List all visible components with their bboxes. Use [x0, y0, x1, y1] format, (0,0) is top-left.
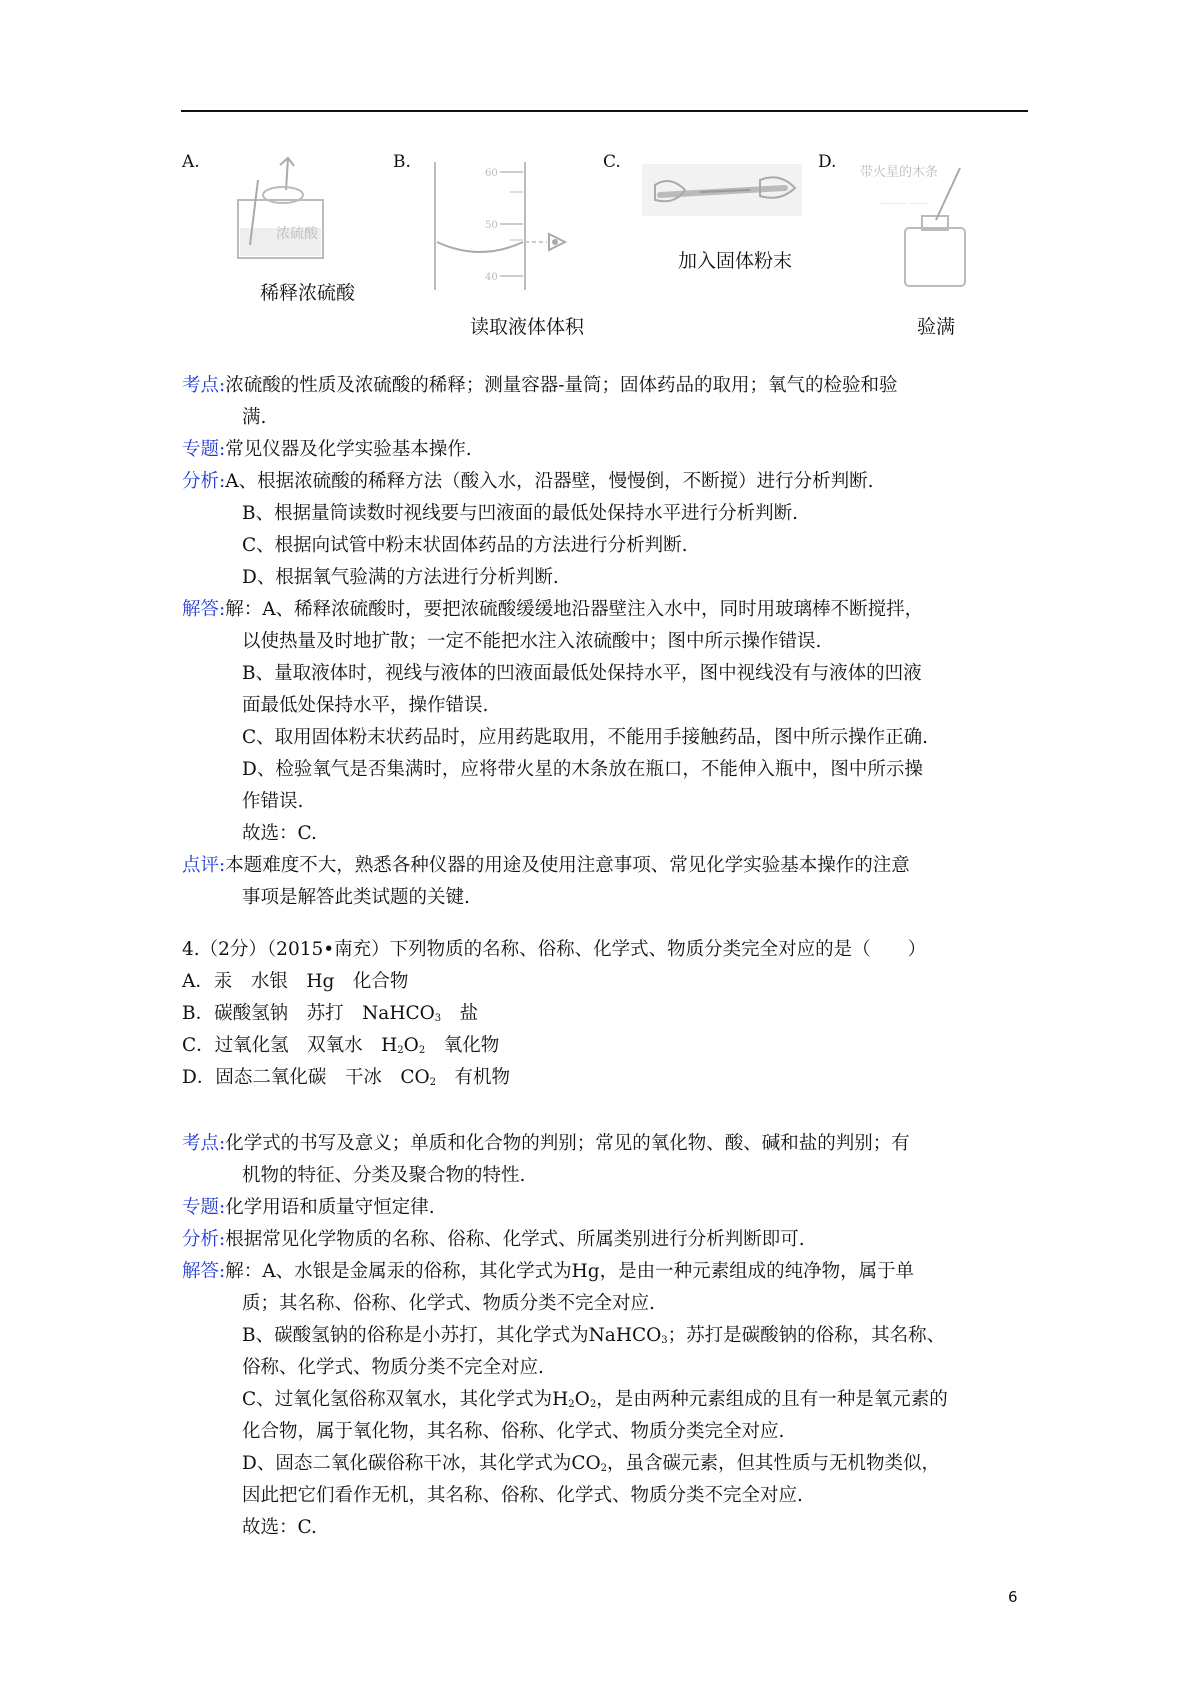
jieda-line: 作错误.: [242, 791, 304, 812]
figure-d-caption: 验满: [917, 316, 956, 338]
dianping-line: 点评:本题难度不大，熟悉各种仪器的用途及使用注意事项、常见化学实验基本操作的注意: [182, 855, 910, 876]
figure-a-inner-label: 浓硫酸: [276, 226, 318, 242]
option-d[interactable]: D．固态二氧化碳 干冰 $CO_2$ 有机物: [182, 1067, 511, 1088]
jieda-line: C、取用固体粉末状药品时，应用药匙取用，不能用手接触药品，图中所示操作正确.: [242, 727, 929, 748]
jieda-line: 化合物，属于氧化物，其名称、俗称、化学式、物质分类完全对应.: [242, 1421, 785, 1442]
jieda-line: 因此把它们看作无机，其名称、俗称、化学式、物质分类不完全对应.: [242, 1485, 803, 1506]
svg-text:——— ——: ——— ——: [880, 199, 928, 209]
kaodian-line: 考点:化学式的书写及意义；单质和化合物的判别；常见的氧化物、酸、碱和盐的判别；有: [182, 1133, 910, 1154]
dianping-line: 事项是解答此类试题的关键.: [242, 887, 470, 908]
jieda-line: B、碳酸氢钠的俗称是小苏打，其化学式为NaHCO$_3$；苏打是碳酸钠的俗称，其名称、: [242, 1325, 946, 1346]
question-stem: 4.（2分）（2015•南充）下列物质的名称、俗称、化学式、物质分类完全对应的是（ ）: [182, 939, 927, 960]
jieda-line: D、检验氧气是否集满时，应将带火星的木条放在瓶口，不能伸入瓶中，图中所示操: [242, 759, 923, 780]
figure-b-tick-50: 50: [485, 220, 498, 231]
option-a[interactable]: A．汞 水银 Hg 化合物: [182, 971, 409, 992]
jieda-line: 以使热量及时地扩散；一定不能把水注入浓硫酸中；图中所示操作错误.: [242, 631, 822, 652]
explanation-q3: [182, 370, 1028, 914]
fenxi-tag: 分析:: [182, 471, 226, 492]
zhuanti-line: 专题:化学用语和质量守恒定律.: [182, 1197, 435, 1218]
fenxi-line: 分析:A、根据浓硫酸的稀释方法（酸入水，沿器壁，慢慢倒，不断搅）进行分析判断.: [182, 471, 874, 492]
figure-d-letter: D.: [818, 152, 837, 172]
option-b[interactable]: B．碳酸氢钠 苏打 NaHCO$_3$ 盐: [182, 1003, 479, 1024]
kaodian-tag: 考点:: [182, 375, 226, 396]
fenxi-line: 分析:根据常见化学物质的名称、俗称、化学式、所属类别进行分析判断即可.: [182, 1229, 805, 1250]
figure-b-letter: B.: [393, 152, 411, 172]
jieda-line: 故选：C.: [242, 1517, 317, 1538]
fenxi-line: B、根据量筒读数时视线要与凹液面的最低处保持水平进行分析判断.: [242, 503, 798, 524]
page-number: 6: [1008, 1588, 1018, 1606]
zhuanti-tag: 专题:: [182, 439, 226, 460]
figure-b-graduated-cylinder: [425, 162, 570, 292]
figure-c-caption: 加入固体粉末: [678, 250, 793, 272]
header-rule: [181, 110, 1028, 112]
figure-b-tick-40: 40: [485, 272, 498, 283]
figure-b-tick-60: 60: [485, 168, 498, 179]
explanation-q4: [182, 1128, 1028, 1544]
zhuanti-line: 专题:常见仪器及化学实验基本操作.: [182, 439, 472, 460]
figure-a-letter: A.: [182, 152, 200, 172]
figure-c-adding-powder: [640, 160, 805, 220]
jieda-line: 质；其名称、俗称、化学式、物质分类不完全对应.: [242, 1293, 655, 1314]
kaodian-line-2: 满.: [242, 407, 267, 428]
figure-c-letter: C.: [603, 152, 621, 172]
fenxi-line: D、根据氧气验满的方法进行分析判断.: [242, 567, 559, 588]
jieda-line: 面最低处保持水平，操作错误.: [242, 695, 489, 716]
kaodian-line: [182, 370, 1028, 402]
fenxi-line: C、根据向试管中粉末状固体药品的方法进行分析判断.: [242, 535, 688, 556]
jieda-line: 解答:解：A、水银是金属汞的俗称，其化学式为Hg，是由一种元素组成的纯净物，属于单: [182, 1261, 915, 1282]
jieda-line: 故选：C.: [242, 823, 317, 844]
option-c[interactable]: C．过氧化氢 双氧水 $H_2O_2$ 氧化物: [182, 1035, 500, 1056]
jieda-line: B、量取液体时，视线与液体的凹液面最低处保持水平，图中视线没有与液体的凹液: [242, 663, 922, 684]
jieda-line: 解答:解：A、稀释浓硫酸时，要把浓硫酸缓缓地沿器壁注入水中，同时用玻璃棒不断搅拌，: [182, 599, 924, 620]
dianping-tag: 点评:: [182, 855, 226, 876]
kaodian-text: 浓硫酸的性质及浓硫酸的稀释；测量容器-量筒；固体药品的取用；氧气的检验和验: [225, 375, 898, 396]
figure-d-inner-label: 带火星的木条: [860, 165, 939, 180]
jieda-line: 俗称、化学式、物质分类不完全对应.: [242, 1357, 544, 1378]
figure-d-oxygen-full-check: [850, 158, 990, 288]
jieda-tag: 解答:: [182, 599, 226, 620]
figure-a-caption: 稀释浓硫酸: [260, 282, 356, 304]
jieda-line: C、过氧化氢俗称双氧水，其化学式为$H_2O_2$，是由两种元素组成的且有一种是氧元素的: [242, 1389, 948, 1410]
question-4: [182, 934, 1028, 1094]
figure-b-caption: 读取液体体积: [470, 316, 585, 338]
figure-a-dilute-acid: [228, 150, 343, 265]
kaodian-line-2: 机物的特征、分类及聚合物的特性.: [242, 1165, 526, 1186]
jieda-line: D、固态二氧化碳俗称干冰，其化学式为$CO_2$，虽含碳元素，但其性质与无机物类似，: [242, 1453, 941, 1474]
